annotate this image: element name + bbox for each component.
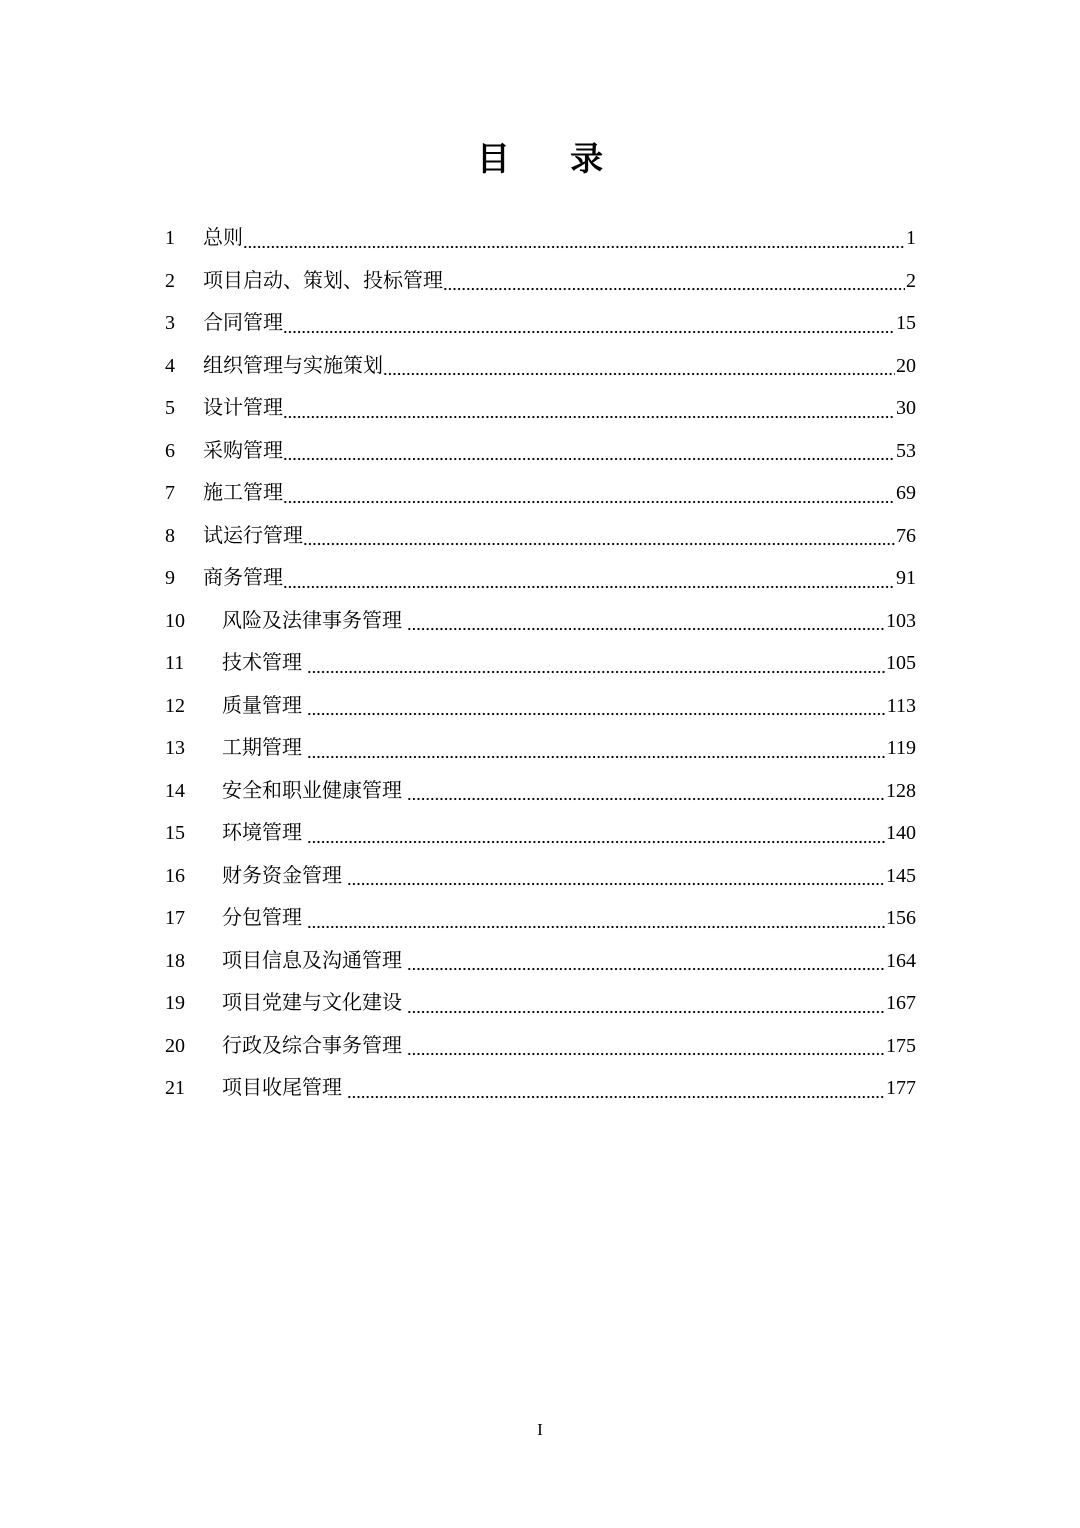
toc-entry <box>165 515 916 558</box>
toc-entry-page: 145 <box>886 864 916 887</box>
toc-entry <box>165 1067 916 1110</box>
toc-entry-number: 13 <box>165 737 185 760</box>
toc-entry <box>165 387 916 430</box>
toc-entry-number: 8 <box>165 524 175 547</box>
dot-leader <box>407 952 885 971</box>
toc-entry <box>165 897 916 940</box>
toc-entry <box>165 600 916 643</box>
toc-entry-number: 5 <box>165 397 175 420</box>
dot-leader <box>347 867 885 886</box>
dot-leader <box>307 655 885 674</box>
toc-entry <box>165 302 916 345</box>
toc-entry-title: 设计管理 <box>203 397 283 420</box>
toc-entry-title: 技术管理 <box>222 652 302 675</box>
toc-entry-number: 3 <box>165 312 175 335</box>
toc-entry-title: 环境管理 <box>222 822 302 845</box>
toc-entry <box>165 770 916 813</box>
toc-entry-number: 2 <box>165 269 175 292</box>
toc-entry <box>165 812 916 855</box>
toc-entry-title: 采购管理 <box>203 439 283 462</box>
toc-entry-title: 安全和职业健康管理 <box>222 779 402 802</box>
dot-leader <box>303 527 895 546</box>
toc-entry-title: 项目党建与文化建设 <box>222 992 402 1015</box>
dot-leader <box>307 825 885 844</box>
toc-entry-page: 20 <box>896 354 916 377</box>
toc-entry-page: 175 <box>886 1034 916 1057</box>
dot-leader <box>283 570 895 589</box>
table-of-contents <box>165 217 916 1110</box>
dot-leader <box>243 230 905 249</box>
toc-entry-page: 91 <box>896 567 916 590</box>
toc-entry-number: 7 <box>165 482 175 505</box>
toc-entry-page: 167 <box>886 992 916 1015</box>
toc-entry-page: 76 <box>896 524 916 547</box>
toc-entry-page: 15 <box>896 312 916 335</box>
toc-entry <box>165 260 916 303</box>
toc-entry-page: 128 <box>886 779 916 802</box>
dot-leader <box>283 400 895 419</box>
toc-entry-page: 2 <box>906 269 916 292</box>
dot-leader <box>407 612 885 631</box>
toc-entry-title: 试运行管理 <box>203 524 303 547</box>
toc-entry-number: 1 <box>165 227 175 250</box>
toc-entry-number: 11 <box>165 652 185 675</box>
toc-entry <box>165 982 916 1025</box>
toc-entry-number: 15 <box>165 822 185 845</box>
toc-entry-page: 113 <box>886 694 916 717</box>
toc-entry-number: 12 <box>165 694 185 717</box>
toc-entry-number: 6 <box>165 439 175 462</box>
toc-entry <box>165 642 916 685</box>
toc-entry <box>165 727 916 770</box>
dot-leader <box>307 740 886 759</box>
dot-leader <box>383 357 895 376</box>
toc-entry <box>165 1025 916 1068</box>
toc-entry-number: 17 <box>165 907 185 930</box>
dot-leader <box>307 910 885 929</box>
toc-entry-page: 53 <box>896 439 916 462</box>
dot-leader <box>307 697 886 716</box>
toc-entry-title: 总则 <box>203 227 243 250</box>
toc-entry-number: 20 <box>165 1034 185 1057</box>
toc-entry-number: 18 <box>165 949 185 972</box>
toc-entry-page: 164 <box>886 949 916 972</box>
toc-entry <box>165 855 916 898</box>
toc-entry-title: 商务管理 <box>203 567 283 590</box>
toc-entry-page: 105 <box>886 652 916 675</box>
toc-entry-title: 合同管理 <box>203 312 283 335</box>
toc-entry-page: 156 <box>886 907 916 930</box>
toc-entry-title: 工期管理 <box>222 737 302 760</box>
page-number: I <box>537 1420 543 1439</box>
toc-entry-title: 组织管理与实施策划 <box>203 354 383 377</box>
toc-entry-number: 10 <box>165 609 185 632</box>
toc-entry-number: 16 <box>165 864 185 887</box>
dot-leader <box>347 1080 885 1099</box>
dot-leader <box>283 315 895 334</box>
toc-entry-title: 风险及法律事务管理 <box>222 609 402 632</box>
toc-entry <box>165 430 916 473</box>
toc-entry-page: 103 <box>886 609 916 632</box>
toc-entry-page: 30 <box>896 397 916 420</box>
toc-entry-number: 4 <box>165 354 175 377</box>
toc-entry <box>165 472 916 515</box>
dot-leader <box>407 782 885 801</box>
toc-entry <box>165 685 916 728</box>
toc-entry-title: 施工管理 <box>203 482 283 505</box>
dot-leader <box>407 1037 885 1056</box>
toc-entry-page: 140 <box>886 822 916 845</box>
dot-leader <box>283 442 895 461</box>
toc-entry-number: 19 <box>165 992 185 1015</box>
toc-entry-title: 项目启动、策划、投标管理 <box>203 269 443 292</box>
toc-entry <box>165 217 916 260</box>
toc-entry-title: 质量管理 <box>222 694 302 717</box>
toc-entry-number: 9 <box>165 567 175 590</box>
dot-leader <box>407 995 885 1014</box>
page-title: 目 录 <box>476 142 630 178</box>
toc-entry-page: 69 <box>896 482 916 505</box>
toc-entry-title: 项目收尾管理 <box>222 1077 342 1100</box>
toc-entry-page: 1 <box>906 227 916 250</box>
toc-entry-title: 分包管理 <box>222 907 302 930</box>
toc-entry-page: 177 <box>886 1077 916 1100</box>
toc-entry-number: 14 <box>165 779 185 802</box>
dot-leader <box>283 485 895 504</box>
toc-entry-title: 行政及综合事务管理 <box>222 1034 402 1057</box>
toc-entry-title: 财务资金管理 <box>222 864 342 887</box>
toc-entry-title: 项目信息及沟通管理 <box>222 949 402 972</box>
toc-entry <box>165 940 916 983</box>
toc-entry-number: 21 <box>165 1077 185 1100</box>
toc-entry <box>165 345 916 388</box>
toc-entry <box>165 557 916 600</box>
dot-leader <box>443 272 905 291</box>
toc-entry-page: 119 <box>886 737 916 760</box>
